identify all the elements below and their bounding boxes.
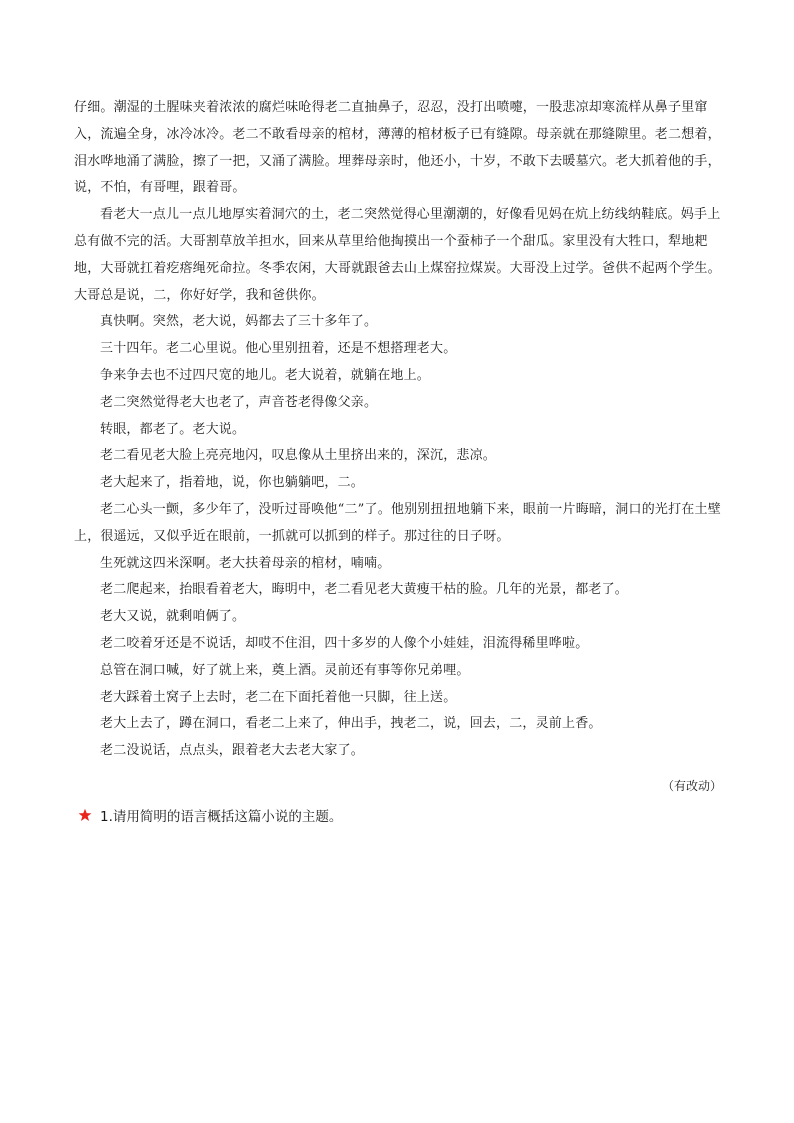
story-paragraph: 争来争去也不过四尺宽的地儿。老大说着，就躺在地上。 [100, 367, 431, 383]
story-paragraph: 生死就这四米深啊。老大扶着母亲的棺材，喃喃。 [100, 555, 391, 571]
story-paragraph: 老大踩着土窝子上去时，老二在下面托着他一只脚，往上送。 [100, 689, 457, 705]
question-number: 1 [100, 809, 109, 825]
story-paragraph: 老二咬着牙还是不说话，却哎不住泪，四十多岁的人像个小娃娃，泪流得稀里哗啦。 [100, 635, 589, 651]
question-text: .请用简明的语言概括这篇小说的主题。 [108, 809, 343, 825]
story-paragraph: 老二没说话，点点头，跟着老大去老大家了。 [100, 743, 365, 759]
story-paragraph: 老二爬起来，抬眼看着老大，晦明中，老二看见老大黄瘦干枯的脸。几年的光景，都老了。 [100, 582, 629, 598]
story-paragraph: 老大上去了，蹲在洞口，看老二上来了，伸出手，拽老二，说，回去，二，灵前上香。 [100, 716, 602, 732]
story-paragraph: 真快啊。突然，老大说，妈都去了三十多年了。 [100, 314, 378, 330]
story-text [74, 95, 724, 765]
source-note: （有改动） [661, 779, 722, 793]
story-paragraph: 老大起来了，指着地，说，你也躺躺吧，二。 [100, 475, 365, 491]
story-paragraph: 老二看见老大脸上亮亮地闪，叹息像从土里挤出来的，深沉，悲凉。 [100, 448, 497, 464]
story-paragraph: 老大又说，就剩咱俩了。 [100, 609, 246, 625]
story-paragraph: 三十四年。老二心里说。他心里别扭着，还是不想搭理老大。 [100, 341, 457, 357]
story-paragraph: 老二心头一颤，多少年了，没听过哥唤他“二”了。他别别扭扭地躺下来，眼前一片晦暗，洞口的光打在土壁上，很遥远，又似乎近在眼前，一抓就可以抓到的样子。那过往的日子呀。 [74, 501, 721, 544]
story-paragraph: 转眼，都老了。老大说。 [100, 421, 246, 437]
story-paragraph: 总管在洞口喊，好了就上来，奠上酒。灵前还有事等你兄弟哩。 [100, 662, 470, 678]
story-paragraph: 老二突然觉得老大也老了，声音苍老得像父亲。 [100, 394, 378, 410]
question-1 [78, 805, 342, 825]
story-paragraph: 看老大一点儿一点儿地厚实着洞穴的土，老二突然觉得心里潮潮的，好像看见妈在炕上纺线纳鞋底。妈手上总有做不完的活。大哥割草放羊担水，回来从草里给他掏摸出一个蚕柿子一个甜瓜。家里没有大牲口，犁地耙地，大哥就扛着疙瘩绳死命拉。冬季农闲，大哥就跟爸去山上煤窑拉煤炭。大哥没上过学。爸供不起两个学生。大哥总是说，二，你好好学，我和爸供你。 [74, 207, 721, 303]
star-icon [78, 808, 92, 822]
story-paragraph: 仔细。潮湿的土腥味夹着浓浓的腐烂味呛得老二直抽鼻子，忍忍，没打出喷嚏，一股悲凉却寒流样从鼻子里窜入，流遍全身，冰冷冰冷。老二不敢看母亲的棺材，薄薄的棺材板子已有缝隙。母亲就在那缝隙里。老二想着，泪水哗地涌了满脸，擦了一把，又涌了满脸。埋葬母亲时，他还小，十岁，不敢下去暖墓穴。老大抓着他的手，说，不怕，有哥哩，跟着哥。 [74, 100, 721, 196]
